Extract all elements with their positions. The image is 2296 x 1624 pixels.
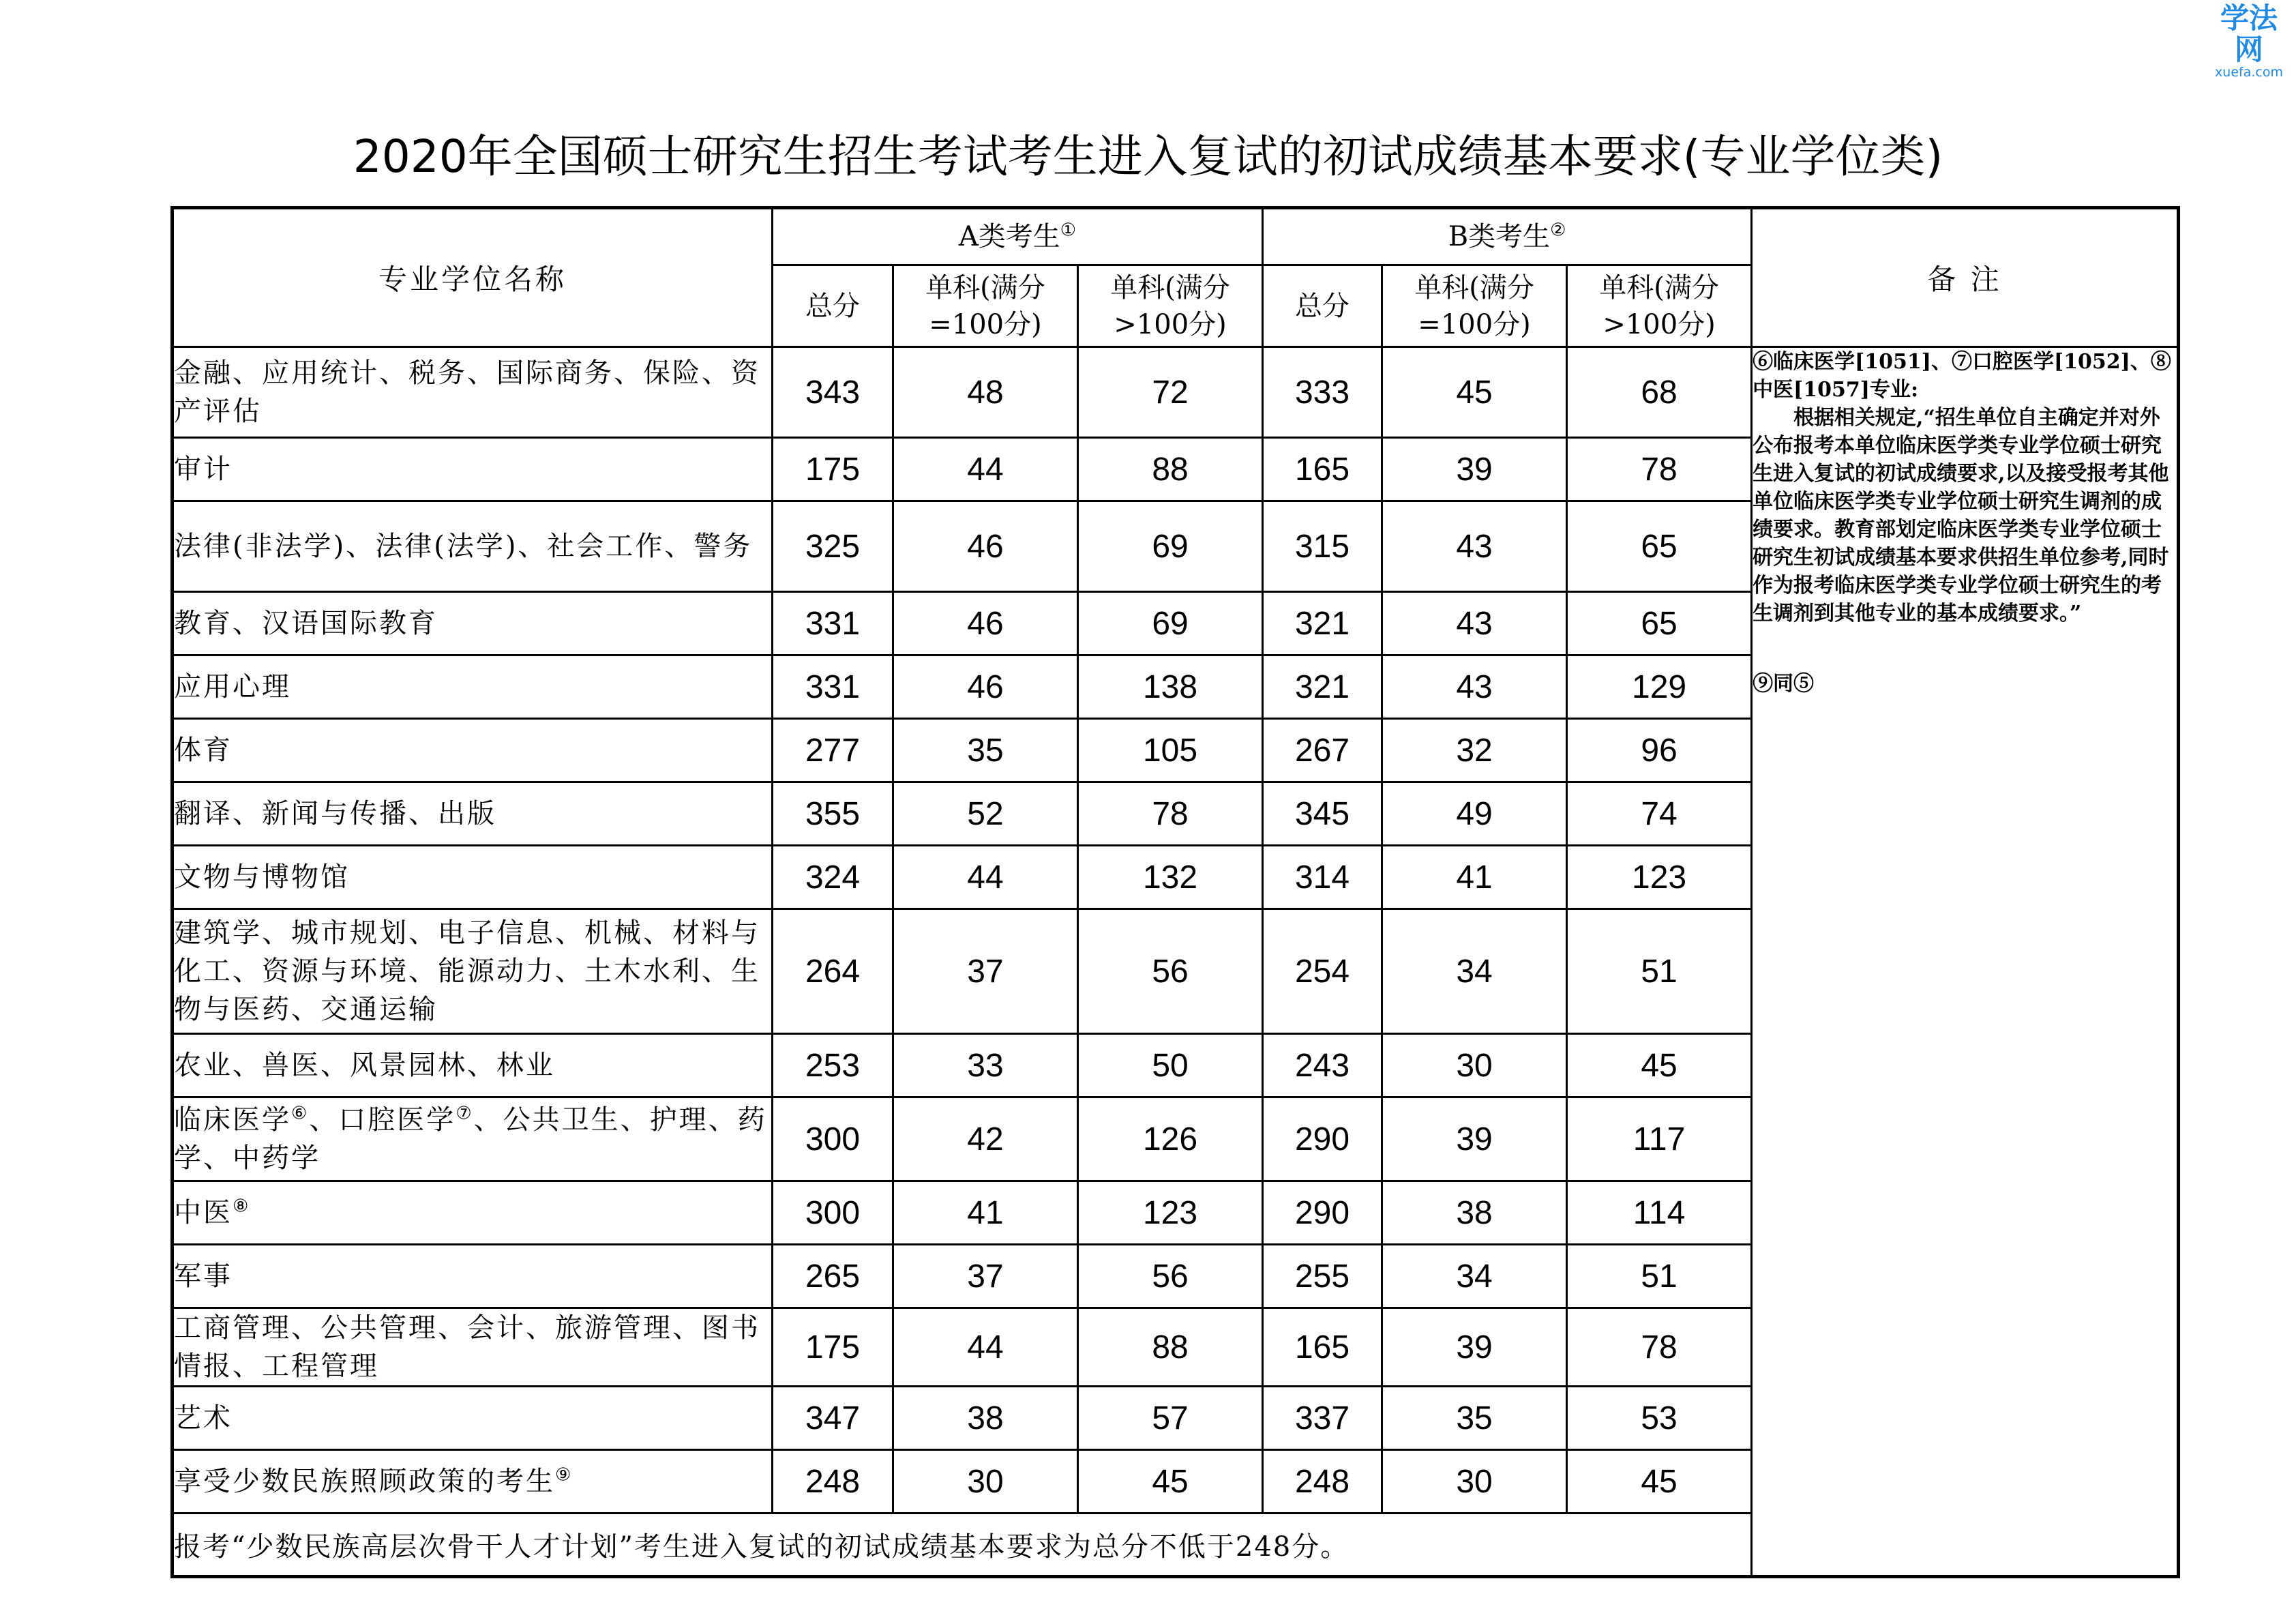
row-name: 体育 <box>173 719 773 782</box>
cell-a-total: 325 <box>773 501 893 592</box>
row-name: 审计 <box>173 438 773 501</box>
cell-a-gt100: 132 <box>1078 846 1263 909</box>
cell-a-100: 41 <box>893 1181 1078 1245</box>
cell-a-100: 46 <box>893 655 1078 719</box>
cell-a-total: 264 <box>773 909 893 1034</box>
watermark-sub: xuefa.com <box>2215 65 2283 80</box>
cell-a-gt100: 88 <box>1078 1308 1263 1387</box>
watermark-logo <box>2208 3 2290 79</box>
cell-a-total: 300 <box>773 1097 893 1181</box>
cell-a-total: 253 <box>773 1034 893 1097</box>
row-name: 临床医学⑥、口腔医学⑦、公共卫生、护理、药学、中药学 <box>173 1097 773 1181</box>
header-row-1 <box>173 208 2179 265</box>
row-name: 中医⑧ <box>173 1181 773 1245</box>
cell-b-total: 345 <box>1263 782 1382 846</box>
cell-b-gt100: 74 <box>1567 782 1752 846</box>
cell-b-100: 43 <box>1382 501 1567 592</box>
cell-b-gt100: 68 <box>1567 347 1752 438</box>
cell-a-total: 331 <box>773 592 893 655</box>
cell-a-total: 355 <box>773 782 893 846</box>
cell-b-gt100: 78 <box>1567 1308 1752 1387</box>
cell-a-total: 343 <box>773 347 893 438</box>
row-name: 应用心理 <box>173 655 773 719</box>
cell-b-gt100: 45 <box>1567 1034 1752 1097</box>
cell-b-total: 267 <box>1263 719 1382 782</box>
cell-a-gt100: 126 <box>1078 1097 1263 1181</box>
cell-a-total: 248 <box>773 1450 893 1514</box>
cell-a-gt100: 88 <box>1078 438 1263 501</box>
cell-b-gt100: 78 <box>1567 438 1752 501</box>
cell-a-gt100: 45 <box>1078 1450 1263 1514</box>
header-b-single-gt100: 单科(满分>100分) <box>1567 265 1752 347</box>
header-b-total: 总分 <box>1263 265 1382 347</box>
cell-a-total: 265 <box>773 1245 893 1308</box>
remark-line-3: ⑨同⑤ <box>1753 672 1815 696</box>
cell-a-100: 37 <box>893 1245 1078 1308</box>
cell-a-total: 331 <box>773 655 893 719</box>
row-name: 农业、兽医、风景园林、林业 <box>173 1034 773 1097</box>
row-name: 享受少数民族照顾政策的考生⑨ <box>173 1450 773 1514</box>
row-name: 文物与博物馆 <box>173 846 773 909</box>
cell-b-100: 39 <box>1382 438 1567 501</box>
cell-b-gt100: 96 <box>1567 719 1752 782</box>
cell-b-100: 45 <box>1382 347 1567 438</box>
cell-b-total: 290 <box>1263 1097 1382 1181</box>
cell-a-gt100: 72 <box>1078 347 1263 438</box>
row-name: 工商管理、公共管理、会计、旅游管理、图书情报、工程管理 <box>173 1308 773 1387</box>
cell-a-100: 46 <box>893 592 1078 655</box>
cell-b-100: 49 <box>1382 782 1567 846</box>
cell-b-total: 165 <box>1263 438 1382 501</box>
remark-line-1: ⑥临床医学[1051]、⑦口腔医学[1052]、⑧中医[1057]专业: <box>1753 350 2171 402</box>
row-name: 法律(非法学)、法律(法学)、社会工作、警务 <box>173 501 773 592</box>
cell-a-100: 52 <box>893 782 1078 846</box>
cell-b-100: 34 <box>1382 1245 1567 1308</box>
cell-b-total: 314 <box>1263 846 1382 909</box>
cell-b-total: 337 <box>1263 1387 1382 1450</box>
cell-a-total: 347 <box>773 1387 893 1450</box>
cell-b-100: 41 <box>1382 846 1567 909</box>
cell-b-gt100: 129 <box>1567 655 1752 719</box>
cell-a-gt100: 56 <box>1078 1245 1263 1308</box>
cell-a-100: 35 <box>893 719 1078 782</box>
remarks-cell <box>1752 347 2179 1577</box>
row-name: 翻译、新闻与传播、出版 <box>173 782 773 846</box>
cell-b-total: 321 <box>1263 592 1382 655</box>
cell-b-gt100: 65 <box>1567 501 1752 592</box>
cell-b-total: 165 <box>1263 1308 1382 1387</box>
cell-b-100: 38 <box>1382 1181 1567 1245</box>
cell-b-100: 35 <box>1382 1387 1567 1450</box>
cell-b-100: 30 <box>1382 1450 1567 1514</box>
header-a-single-gt100: 单科(满分>100分) <box>1078 265 1263 347</box>
cell-a-total: 175 <box>773 1308 893 1387</box>
row-name: 军事 <box>173 1245 773 1308</box>
cell-a-gt100: 78 <box>1078 782 1263 846</box>
cell-b-gt100: 114 <box>1567 1181 1752 1245</box>
header-a-total: 总分 <box>773 265 893 347</box>
table-row <box>173 347 2179 438</box>
cell-b-total: 254 <box>1263 909 1382 1034</box>
cell-a-total: 300 <box>773 1181 893 1245</box>
cell-a-100: 48 <box>893 347 1078 438</box>
cell-a-100: 44 <box>893 438 1078 501</box>
cell-a-gt100: 56 <box>1078 909 1263 1034</box>
cell-b-total: 333 <box>1263 347 1382 438</box>
header-b-single-100: 单科(满分=100分) <box>1382 265 1567 347</box>
header-remarks: 备 注 <box>1752 208 2179 347</box>
cell-a-gt100: 50 <box>1078 1034 1263 1097</box>
cell-b-total: 255 <box>1263 1245 1382 1308</box>
cell-a-gt100: 69 <box>1078 592 1263 655</box>
remark-line-2: 根据相关规定,“招生单位自主确定并对外公布报考本单位临床医学类专业学位硕士研究生进入复试的初试成绩要求,以及接受报考其他单位临床医学类专业学位硕士研究生调剂的成绩要求。教育部划定临床医学类专业学位硕士研究生初试成绩基本要求供招生单位参考,同时作为报考临床医学类专业学位硕士研究生的考生调剂到其他专业的基本成绩要求。” <box>1753 406 2169 625</box>
row-name: 金融、应用统计、税务、国际商务、保险、资产评估 <box>173 347 773 438</box>
header-group-b: B类考生② <box>1263 208 1752 265</box>
cell-a-100: 44 <box>893 846 1078 909</box>
cell-a-total: 324 <box>773 846 893 909</box>
cell-b-gt100: 51 <box>1567 909 1752 1034</box>
cell-b-100: 43 <box>1382 655 1567 719</box>
cell-b-100: 39 <box>1382 1097 1567 1181</box>
cell-b-gt100: 45 <box>1567 1450 1752 1514</box>
cell-a-gt100: 138 <box>1078 655 1263 719</box>
cell-a-gt100: 69 <box>1078 501 1263 592</box>
cell-b-total: 290 <box>1263 1181 1382 1245</box>
cell-a-100: 46 <box>893 501 1078 592</box>
cell-b-total: 315 <box>1263 501 1382 592</box>
cell-a-100: 38 <box>893 1387 1078 1450</box>
score-table <box>170 206 2180 1578</box>
cell-a-100: 44 <box>893 1308 1078 1387</box>
cell-a-100: 37 <box>893 909 1078 1034</box>
cell-b-100: 30 <box>1382 1034 1567 1097</box>
cell-b-gt100: 53 <box>1567 1387 1752 1450</box>
cell-a-gt100: 105 <box>1078 719 1263 782</box>
header-group-a: A类考生① <box>773 208 1263 265</box>
cell-a-gt100: 123 <box>1078 1181 1263 1245</box>
cell-b-gt100: 65 <box>1567 592 1752 655</box>
watermark-main: 学法网 <box>2220 1 2278 66</box>
page-title: 2020年全国硕士研究生招生考试考生进入复试的初试成绩基本要求(专业学位类) <box>353 130 1943 183</box>
cell-a-total: 175 <box>773 438 893 501</box>
header-a-single-100: 单科(满分=100分) <box>893 265 1078 347</box>
cell-a-100: 30 <box>893 1450 1078 1514</box>
cell-b-gt100: 51 <box>1567 1245 1752 1308</box>
cell-a-gt100: 57 <box>1078 1387 1263 1450</box>
cell-b-gt100: 123 <box>1567 846 1752 909</box>
cell-b-gt100: 117 <box>1567 1097 1752 1181</box>
row-name: 教育、汉语国际教育 <box>173 592 773 655</box>
cell-a-100: 33 <box>893 1034 1078 1097</box>
footer-note: 报考“少数民族高层次骨干人才计划”考生进入复试的初试成绩基本要求为总分不低于248分。 <box>173 1514 1752 1577</box>
cell-b-100: 43 <box>1382 592 1567 655</box>
cell-b-100: 32 <box>1382 719 1567 782</box>
header-name-col: 专业学位名称 <box>173 208 773 347</box>
cell-b-100: 39 <box>1382 1308 1567 1387</box>
cell-b-total: 243 <box>1263 1034 1382 1097</box>
cell-b-100: 34 <box>1382 909 1567 1034</box>
cell-a-total: 277 <box>773 719 893 782</box>
cell-a-100: 42 <box>893 1097 1078 1181</box>
row-name: 艺术 <box>173 1387 773 1450</box>
cell-b-total: 248 <box>1263 1450 1382 1514</box>
cell-b-total: 321 <box>1263 655 1382 719</box>
row-name: 建筑学、城市规划、电子信息、机械、材料与化工、资源与环境、能源动力、土木水利、生物与医药、交通运输 <box>173 909 773 1034</box>
